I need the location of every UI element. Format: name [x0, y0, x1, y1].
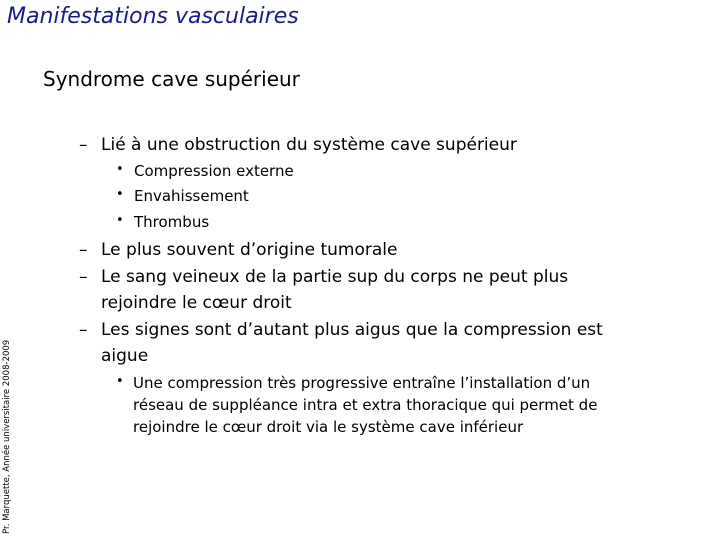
sub-bullet-text-continuation: rejoindre le cœur droit via le système cave inférieur	[133, 418, 524, 436]
slide-subtitle: Syndrome cave supérieur	[43, 67, 300, 91]
bullet-dot-icon: •	[116, 187, 124, 202]
bullet-dash-icon: –	[79, 267, 88, 287]
bullet-text-continuation: aigue	[101, 346, 149, 366]
sub-bullet-text: Envahissement	[134, 187, 249, 205]
bullet-dash-icon: –	[79, 135, 88, 155]
bullet-text: Le plus souvent d’origine tumorale	[101, 240, 398, 260]
bullet-dot-icon: •	[116, 162, 124, 177]
slide-title: Manifestations vasculaires	[7, 4, 299, 29]
bullet-dash-icon: –	[79, 320, 88, 340]
bullet-text: Lié à une obstruction du système cave supérieur	[101, 135, 517, 155]
sub-bullet-text: Thrombus	[134, 213, 210, 231]
bullet-dash-icon: –	[79, 240, 88, 260]
side-note: Pr. Marquette, Année universitaire 2008-2009	[2, 339, 12, 534]
bullet-text: Le sang veineux de la partie sup du corps ne peut plus	[101, 267, 569, 287]
sub-bullet-text-continuation: réseau de suppléance intra et extra thoracique qui permet de	[133, 396, 598, 414]
bullet-text: Les signes sont d’autant plus aigus que la compression est	[101, 320, 603, 340]
bullet-dot-icon: •	[116, 374, 124, 389]
bullet-text-continuation: rejoindre le cœur droit	[101, 293, 292, 313]
sub-bullet-text: Une compression très progressive entraîne l’installation d’un	[133, 374, 591, 392]
sub-bullet-text: Compression externe	[134, 162, 294, 180]
bullet-dot-icon: •	[116, 213, 124, 228]
